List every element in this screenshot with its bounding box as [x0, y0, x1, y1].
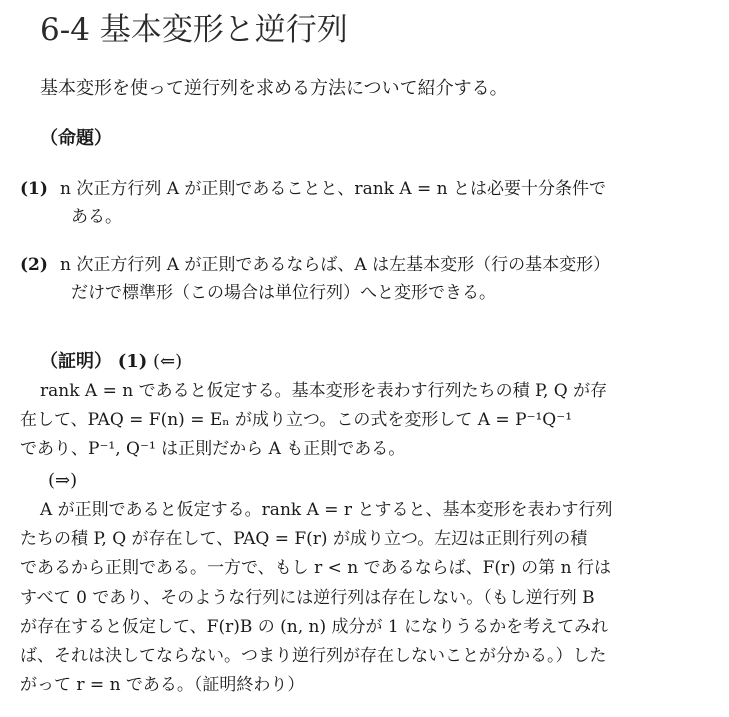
paragraph-line: すべて 0 であり、そのような行列には逆行列は存在しない。（もし逆行列 B [20, 587, 595, 608]
item-line: n 次正方行列 A が正則であるならば、A は左基本変形（行の基本変形） [60, 255, 611, 275]
proof-label: （証明） [40, 351, 112, 372]
item-number: (1) [20, 179, 48, 199]
direction-left: (⇐) [153, 351, 183, 372]
item-line: だけで標準形（この場合は単位行列）へと変形できる。 [71, 283, 496, 303]
paragraph-line: であり、P⁻¹, Q⁻¹ は正則だから A も正則である。 [20, 439, 406, 460]
section-title: 6-4 基本変形と逆行列 [40, 12, 348, 48]
proof-paragraph-1 [20, 377, 710, 465]
direction-right: (⇒) [48, 470, 78, 491]
proposition-item-2 [20, 251, 710, 307]
proposition-label: （命題） [40, 128, 112, 149]
proposition-item-1 [20, 175, 710, 231]
paragraph-line: が存在すると仮定して、F(r)B の (n, n) 成分が 1 になりうるかを考えてみれ [20, 616, 609, 637]
intro-text: 基本変形を使って逆行列を求める方法について紹介する。 [40, 78, 508, 99]
paragraph-line: であるから正則である。一方で、もし r < n であるならば、F(r) の第 n 行は [20, 558, 611, 579]
item-line: n 次正方行列 A が正則であることと、rank A = n とは必要十分条件で [60, 179, 607, 199]
paragraph-line: rank A = n であると仮定する。基本変形を表わす行列たちの積 P, Q が存 [40, 381, 608, 401]
proof-item-number: (1) [117, 351, 148, 372]
item-line: ある。 [71, 207, 122, 227]
paragraph-line: たちの積 P, Q が存在して、PAQ = F(r) が成り立つ。左辺は正則行列の積 [20, 529, 588, 550]
proof-paragraph-2 [20, 496, 710, 700]
paragraph-line: ば、それは決してならない。つまり逆行列が存在しないことが分かる。）した [20, 646, 607, 667]
proof-heading [40, 348, 182, 376]
paragraph-line: A が正則であると仮定する。rank A = r とすると、基本変形を表わす行列 [40, 500, 613, 520]
paragraph-line: がって r = n である。（証明終わり） [20, 675, 305, 696]
item-number: (2) [20, 255, 48, 275]
paragraph-line: 在して、PAQ = F(n) = Eₙ が成り立つ。この式を変形して A = P⁻¹Q⁻¹ [20, 410, 573, 431]
